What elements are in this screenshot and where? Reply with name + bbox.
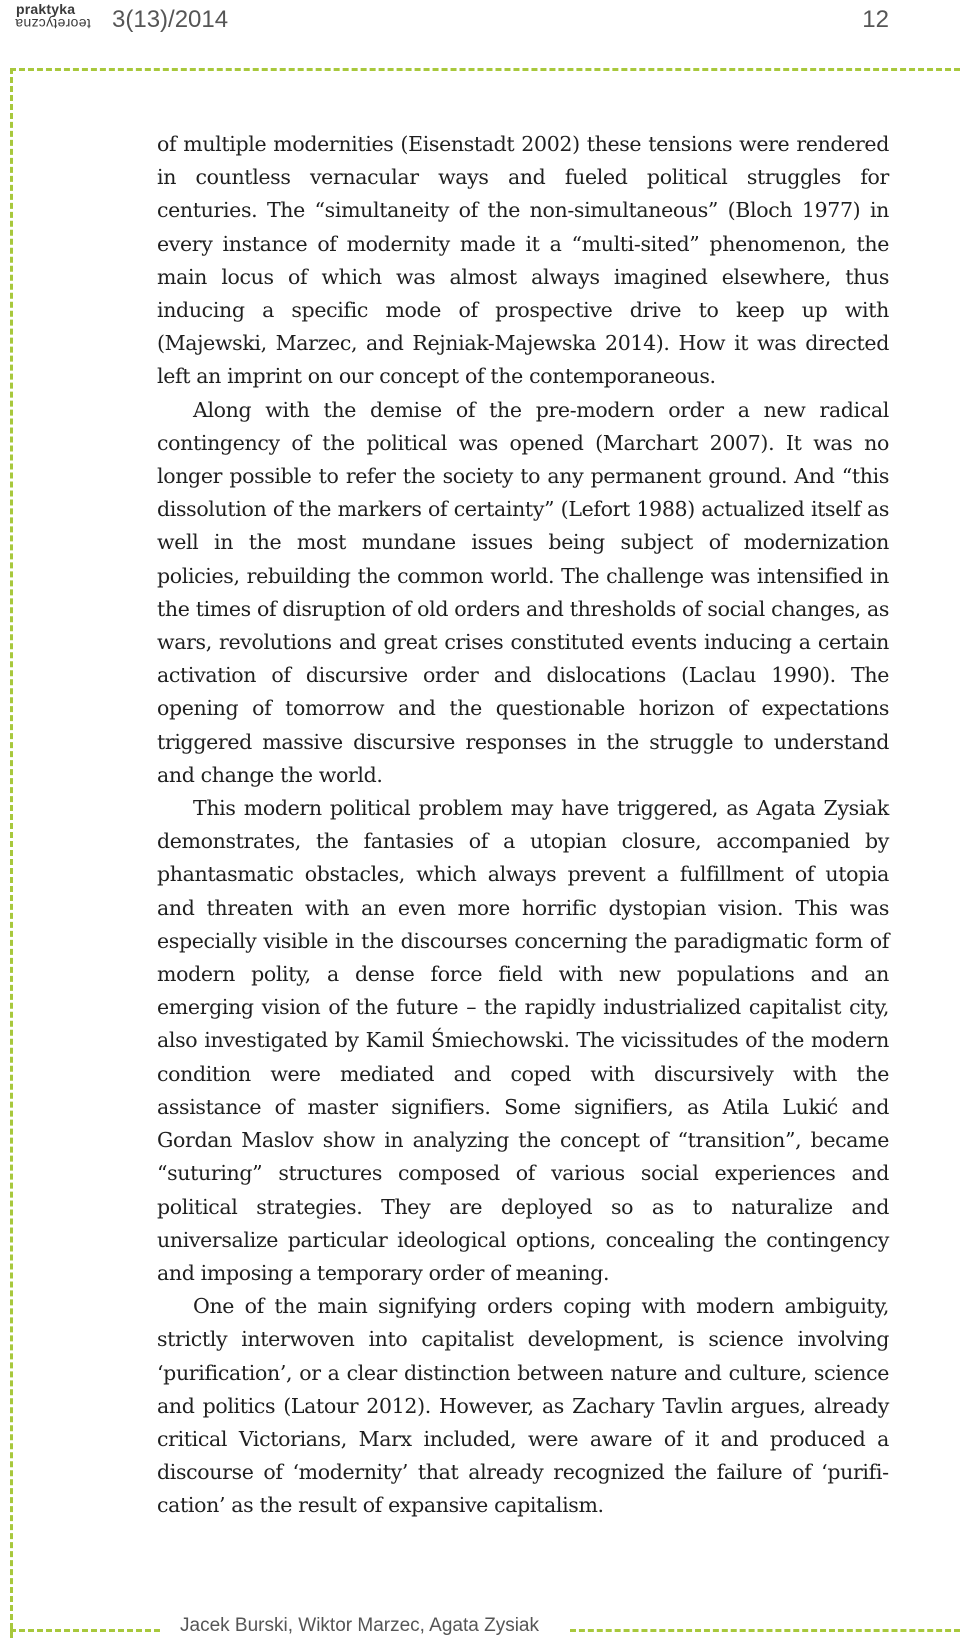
logo-word-praktyka: praktyka xyxy=(16,1,76,17)
paragraph-1: of multiple modernities (Eisenstadt 2002) these tensions were rendered in countless vernacular ways and fueled political struggles for centuries. The “simultaneity of the non-simultaneous” (Bloch 1977) in every instance of modernity made it a “multi-sited” phenomenon, the main locus of which was almost always imagined elsewhere, thus inducing a specific mode of prospective drive to keep up with (Majewski, Marzec, and Rejniak-Majewska 2014). How it was directed left an imprint on our concept of the contemporaneous. xyxy=(157,132,889,389)
frame-left-border xyxy=(10,68,13,1638)
frame-top-border xyxy=(10,68,960,71)
frame-bottom-border-left xyxy=(10,1629,160,1632)
page-header xyxy=(0,0,960,50)
footer-authors: Jacek Burski, Wiktor Marzec, Agata Zysiak xyxy=(180,1615,539,1636)
logo-word-teoretyczna: teoretyczna xyxy=(15,16,91,32)
paragraph-4: One of the main signifying orders coping with modern ambiguity, strictly interwoven into capitalist development, is science involving ‘purification’, or a clear distinction between nature and culture, science and politics (Latour 2012). However, as Zachary Tavlin argues, already critical Victorians, Marx included, were aware of it and produced a discourse of ‘modernity’ that already recognized the failure of ‘purification’ as the result of expansive capitalism. xyxy=(157,1294,889,1518)
paragraph-3: This modern political problem may have triggered, as Agata Zysiak demonstrates, the fantasies of a utopian closure, accompanied by phantasmatic obstacles, which always prevent a fulfillment of utopia and threaten with an even more horrific dystopian vision. This was especially visible in the discourses concerning the paradigmatic form of modern polity, a dense force field with new populations and an emerging vision of the future – the rapidly industrialized capitalist city, also investigated by Kamil Śmiechowski. The vicissitudes of the modern condition were mediated and coped with discursively with the assistance of master signifiers. Some signifiers, as Atila Lukić and Gordan Maslov show in analyzing the concept of “transition”, became “suturing” structures composed of various social experiences and political strategies. They are deployed so as to naturalize and universalize particular ideological options, concealing the contingency and imposing a temporary order of meaning. xyxy=(157,796,889,1285)
journal-logo xyxy=(13,1,113,41)
page-number: 12 xyxy=(862,6,889,33)
issue-number: 3(13)/2014 xyxy=(112,6,229,33)
paragraph-2: Along with the demise of the pre-modern order a new radical contingency of the political was opened (Marchart 2007). It was no longer possible to refer the society to any permanent ground. And “this dissolution of the markers of certainty” (Lefort 1988) actualized itself as well in the most mundane issues being subject of modernization policies, rebuilding the common world. The challenge was intensified in the times of disruption of old orders and thresholds of social changes, as wars, revolutions and great crises constituted events inducing a certain activation of discursive order and dislocations (Laclau 1990). The opening of tomorrow and the questionable horizon of expectations triggered massive discursive responses in the struggle to understand and change the world. xyxy=(157,397,889,787)
article-body xyxy=(157,128,889,1523)
frame-bottom-border-right xyxy=(570,1629,960,1632)
